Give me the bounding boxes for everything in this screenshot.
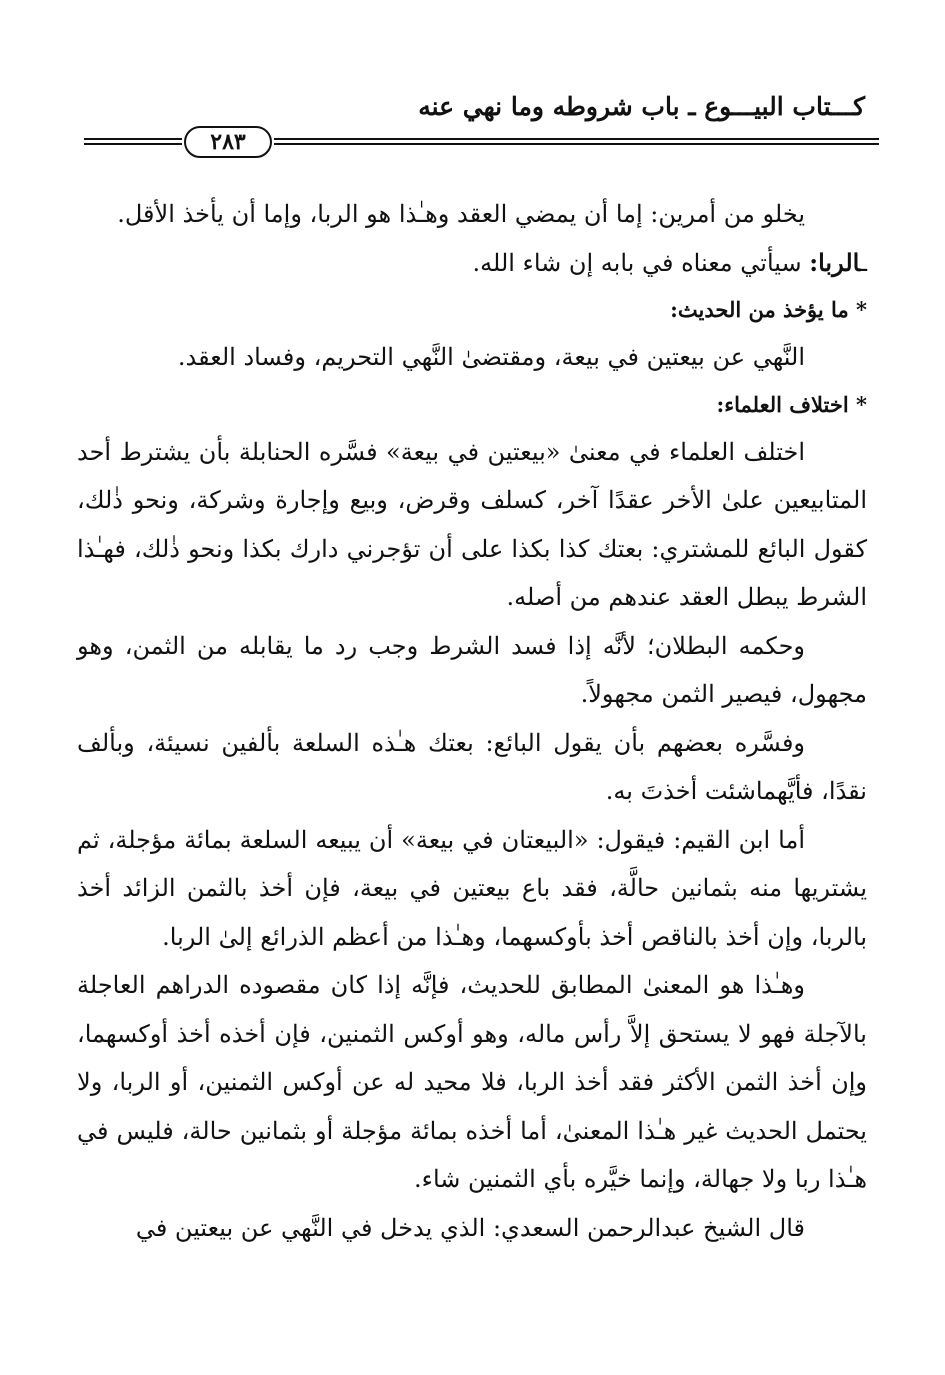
section-heading-scholars <box>77 382 867 428</box>
paragraph-lessons: النَّهي عن بيعتين في بيعة، ومقتضىٰ النَّهي التحريم، وفساد العقد. <box>177 343 805 371</box>
paragraph-meaning: وهـٰذا هو المعنىٰ المطابق للحديث، فإنَّه إذا كان مقصوده الدراهم العاجلة بالآجلة فهو لا يستحق إلاَّ رأس ماله، وهو أوكس الثمنين، فإن أخذه أخذ أوكسهما، وإن أخذ الثمن الأكثر فقد أخذ الربا، فلا محيد له عن أوكس الثمنين، أو الربا، ولا يحتمل الحديث غير هـٰذا المعنىٰ، أما أخذه بمائة مؤجلة أو بثمانين حالة، فليس في هـٰذا ربا ولا جهالة، وإنما خيَّره بأي الثمنين شاء. <box>77 971 867 1193</box>
heading-text: ما يؤخذ من الحديث: <box>670 297 849 322</box>
header-rule-left <box>84 138 182 145</box>
header-rule <box>84 124 879 160</box>
page-body <box>77 190 867 1252</box>
paragraph-continuation: يخلو من أمرين: إما أن يمضي العقد وهـٰذا هو الربا، وإما أن يأخذ الأقل. <box>117 200 805 228</box>
riba-definition <box>77 239 867 288</box>
paragraph-saadi: قال الشيخ عبدالرحمن السعدي: الذي يدخل في النَّهي عن بيعتين في <box>135 1213 805 1242</box>
paragraph-other-view: وفسَّره بعضهم بأن يقول البائع: بعتك هـٰذه السلعة بألفين نسيئة، وبألف نقدًا، فأيَّهماشئت أخذتَ به. <box>77 728 867 805</box>
riba-term: الربا: <box>809 247 860 277</box>
star-bullet-icon: * <box>856 391 867 417</box>
paragraph-ibn-qayyim: أما ابن القيم: فيقول: «البيعتان في بيعة» أن يبيعه السلعة بمائة مؤجلة، ثم يشتريها منه بثمانين حالَّة، فقد باع بيعتين في بيعة، فإن أخذ بالثمن الزائد أخذ بالربا، وإن أخذ بالناقص أخذ بأوكسهما، وهـٰذا من أعظم الذرائع إلىٰ الربا. <box>77 825 867 951</box>
section-heading-lessons <box>77 287 867 333</box>
page-number: ٢٨٣ <box>184 126 272 158</box>
star-bullet-icon: * <box>856 297 867 322</box>
heading-text: اختلاف العلماء: <box>716 391 849 417</box>
header-rule-right <box>274 138 879 145</box>
paragraph-hanabila: اختلف العلماء في معنىٰ «بيعتين في بيعة» فسَّره الحنابلة بأن يشترط أحد المتابيعين علىٰ الأخر عقدًا آخر، كسلف وقرض، وبيع وإجارة وشركة، ونحو ذٰلك، كقول البائع للمشتري: بعتك كذا بكذا على أن تؤجرني دارك بكذا ونحو ذٰلك، فهـٰذا الشرط يبطل العقد عندهم من أصله. <box>77 437 868 611</box>
riba-dash: ـ <box>859 248 867 277</box>
running-title: كـــتاب البيـــوع ـ باب شروطه وما نهي عنه <box>418 92 865 121</box>
riba-text: سيأتي معناه في بابه إن شاء الله. <box>472 248 810 277</box>
paragraph-ruling: وحكمه البطلان؛ لأنَّه إذا فسد الشرط وجب رد ما يقابله من الثمن، وهو مجهول، فيصير الثمن مجهولاً. <box>77 631 867 708</box>
